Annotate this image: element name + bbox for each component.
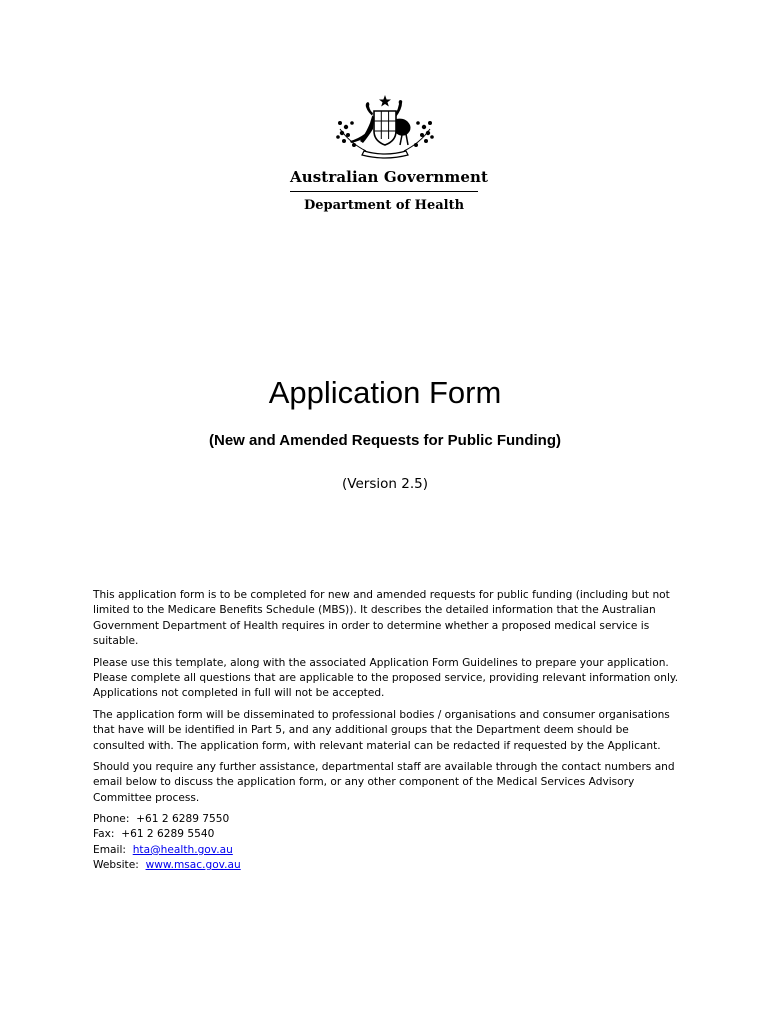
website-label: Website: bbox=[93, 858, 139, 871]
email-link[interactable]: hta@health.gov.au bbox=[132, 843, 233, 856]
government-name: Australian Government bbox=[290, 168, 489, 186]
dissemination-paragraph: The application form will be disseminated to professional bodies / organisations and consumer organisations that have will be identified in Part 5, and any additional groups that the Department deem should be consulted with. The application form, with relevant material can be redacted if requested by the Applicant. bbox=[93, 708, 670, 752]
email-line bbox=[93, 843, 683, 858]
email-label: Email: bbox=[93, 843, 126, 856]
fax-label: Fax: bbox=[93, 828, 115, 841]
version-label: (Version 2.5) bbox=[342, 476, 428, 492]
phone-line bbox=[93, 812, 683, 827]
page-title: Application Form bbox=[268, 375, 502, 410]
template-paragraph: Please use this template, along with the associated Application Form Guidelines to prepare your application. Please complete all questions that are applicable to the proposed service, providing relevant information only. Applications not completed in full will not be accepted. bbox=[93, 656, 679, 700]
website-line bbox=[93, 858, 683, 873]
department-name: Department of Health bbox=[303, 198, 465, 213]
contact-details bbox=[93, 812, 683, 873]
header-divider bbox=[290, 191, 478, 192]
phone-label: Phone: bbox=[93, 813, 130, 826]
fax-number: +61 2 6289 5540 bbox=[121, 828, 215, 841]
body-text bbox=[93, 588, 683, 873]
fax-line bbox=[93, 827, 683, 842]
assistance-paragraph: Should you require any further assistance, departmental staff are available through the contact numbers and email below to discuss the application form, or any other component of the Medical Services Advisory Committee process. bbox=[93, 761, 675, 804]
website-link[interactable]: www.msac.gov.au bbox=[145, 858, 241, 871]
phone-number: +61 2 6289 7550 bbox=[136, 813, 230, 826]
page-subtitle: (New and Amended Requests for Public Funding) bbox=[209, 432, 561, 449]
coat-of-arms-icon bbox=[330, 93, 440, 169]
intro-paragraph: This application form is to be completed for new and amended requests for public funding (including but not limited to the Medicare Benefits Schedule (MBS)). It describes the detailed information that the Australian Government Department of Health requires in order to determine whether a proposed medical service is suitable. bbox=[93, 589, 670, 648]
